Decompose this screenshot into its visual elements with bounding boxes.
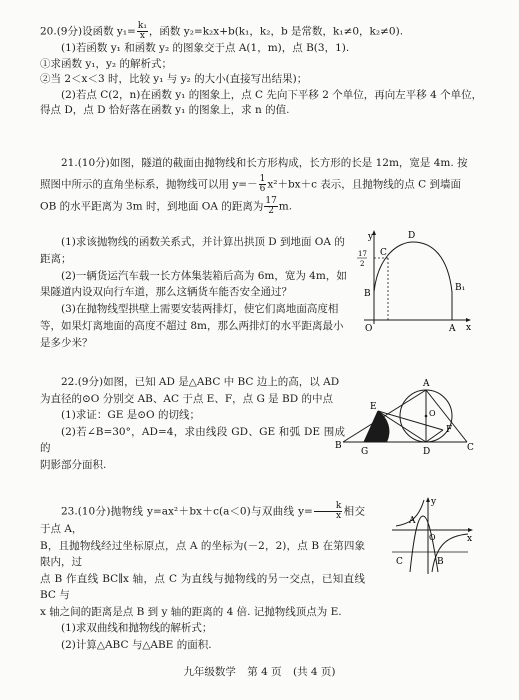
q23-line1a: 23.(10分)抛物线 y=ax²＋bx＋c(a＜0)与双曲线 y= bbox=[61, 505, 313, 518]
q23-label-b: B bbox=[437, 557, 444, 567]
q22-part1: (1)求证：GE 是⊙O 的切线； bbox=[61, 409, 201, 421]
q22-label-a: A bbox=[423, 379, 430, 389]
q23-part2: (2)计算△ABC 与△ABE 的面积. bbox=[61, 638, 212, 651]
q23-y-arrow bbox=[426, 497, 430, 502]
q20-part2: (2)若点 C(2，n)在函数 y₁ 的图象上，点 C 先向下平移 2 个单位，再向左平移 4 个单位， bbox=[61, 88, 483, 101]
q22-label-c: C bbox=[467, 443, 474, 453]
q22-label-b: B bbox=[335, 441, 342, 451]
q21-label-b1: B₁ bbox=[455, 283, 466, 293]
q23-label-x: x bbox=[467, 534, 473, 544]
q22-line1: 22.(9分)如图，已知 AD 是△ABC 中 BC 边上的高，以 AD bbox=[61, 376, 340, 388]
question-23 bbox=[40, 502, 365, 653]
footer-page: 第 4 页 bbox=[247, 666, 282, 678]
q22-label-g: G bbox=[361, 447, 369, 457]
q21-label-2: 2 bbox=[360, 260, 365, 268]
q20-part1-a: ①求函数 y₁，y₂ 的解析式； bbox=[40, 57, 172, 70]
q23-line1b: 相交于点 A， bbox=[40, 505, 366, 535]
question-20 bbox=[40, 22, 495, 119]
page-footer bbox=[0, 664, 519, 679]
q20-fraction: $\frac{\text{k₁}}{x}$ bbox=[137, 21, 147, 41]
q21-line3a: OB 的水平距离为 3m 时，到地面 OA 的距离为 bbox=[40, 200, 264, 212]
q22-center-o bbox=[425, 415, 428, 418]
q23-label-y: y bbox=[431, 497, 437, 507]
q20-intro: 20.(9分)设函数 y₁= bbox=[40, 25, 136, 38]
q21-line1: 21.(10分)如图，隧道的截面由抛物线和长方形构成，长方形的长是 12m，宽是 4m. 按 bbox=[61, 157, 468, 169]
q21-part1b: 距离； bbox=[40, 252, 72, 265]
q21-line2a: 照图中所示的直角坐标系，抛物线可以用 y=－ bbox=[40, 178, 258, 190]
q23-fraction: $\frac{k}{x}$ bbox=[314, 502, 342, 521]
q23-label-a: A bbox=[409, 516, 416, 526]
q21-part2b: 果隧道内设双向行车道，那么这辆货车能否安全通过？ bbox=[40, 286, 292, 299]
q21-label-c: C bbox=[380, 248, 387, 258]
q21-fraction-1-6: $\frac{1}{6}$ bbox=[259, 173, 266, 194]
q21-part3b: 等，如果灯离地面的高度不超过 8m，那么两排灯的水平距离最小 bbox=[40, 319, 344, 332]
footer-total: (共 4 页) bbox=[292, 666, 336, 678]
q21-line3b: m. bbox=[278, 200, 293, 212]
q22-label-o: O bbox=[429, 409, 436, 418]
q23-line3: 点 B 作直线 BC∥x 轴，点 C 为直线与抛物线的另一交点，已知直线 BC 与 bbox=[40, 572, 365, 601]
q21-label-a: A bbox=[449, 324, 456, 334]
q20-part1: (1)若函数 y₁ 和函数 y₂ 的图象交于点 A(1，m)，点 B(3，1). bbox=[61, 42, 350, 54]
q21-line2b: x²＋bx＋c 表示，且抛物线的点 C 到墙面 bbox=[267, 178, 462, 190]
q20-part2-cont: 得点 D，点 D 恰好落在函数 y₁ 的图象上，求 n 的值. bbox=[40, 104, 290, 116]
q20-intro-rest: ，函数 y₂=k₂x+b(k₁，k₂，b 是常数，k₁≠0，k₂≠0). bbox=[148, 25, 404, 38]
q23-graph-figure bbox=[390, 494, 475, 576]
q21-parts bbox=[40, 234, 355, 352]
q20-part1-b: ②当 2＜x＜3 时，比较 y₁ 与 y₂ 的大小(直接写出结果)； bbox=[40, 73, 308, 85]
q22-line2: 为直径的⊙O 分别交 AB、AC 于点 E、F，点 G 是 BD 的中点 bbox=[40, 392, 333, 405]
q21-x-arrow bbox=[466, 318, 471, 322]
q23-line2: B，且抛物线经过坐标原点，点 A 的坐标为(－2，2)，点 B 在第四象限内，过 bbox=[40, 539, 365, 568]
q21-fraction-17-2: $\frac{17}{2}$ bbox=[265, 195, 277, 216]
q22-label-e: E bbox=[370, 402, 377, 412]
q22-part2-cont: 阴影部分面积. bbox=[40, 458, 107, 471]
q22-circle-figure bbox=[335, 370, 475, 462]
q23-x-arrow bbox=[468, 528, 473, 532]
q21-part3c: 是多少米？ bbox=[40, 336, 93, 349]
q21-label-x: x bbox=[466, 323, 472, 333]
question-21 bbox=[40, 156, 495, 216]
q22-label-f: F bbox=[446, 425, 453, 435]
q21-part3a: (3)在抛物线型拱壁上需要安装两排灯，使它们离地面高度相 bbox=[61, 303, 339, 316]
q22-part2: (2)若∠B=30°，AD=4，求由线段 GD、GE 和弧 DE 围成的 bbox=[40, 425, 345, 454]
q23-part1: (1)求双曲线和抛物线的解析式； bbox=[61, 622, 213, 634]
q22-label-d: D bbox=[423, 447, 431, 457]
q21-part1a: (1)求该抛物线的函数关系式，并计算出拱顶 D 到地面 OA 的 bbox=[61, 236, 345, 248]
q21-part2a: (2)一辆货运汽车载一长方体集装箱后高为 6m，宽为 4m，如 bbox=[61, 269, 347, 282]
q23-label-o: O bbox=[429, 533, 436, 542]
q21-label-b: B bbox=[364, 289, 371, 299]
q21-label-17: 17 bbox=[358, 250, 367, 258]
q21-label-o: O bbox=[365, 324, 373, 334]
q23-label-c: C bbox=[396, 557, 403, 567]
q23-line4: x 轴之间的距离是点 B 到 y 轴的距离的 4 倍. 记抛物线顶点为 E. bbox=[40, 605, 342, 618]
footer-subject: 九年级数学 bbox=[183, 666, 236, 678]
q21-label-d: D bbox=[408, 231, 416, 241]
question-22 bbox=[40, 374, 345, 473]
q21-tunnel-figure bbox=[350, 228, 475, 336]
q21-label-y: y bbox=[368, 232, 374, 242]
